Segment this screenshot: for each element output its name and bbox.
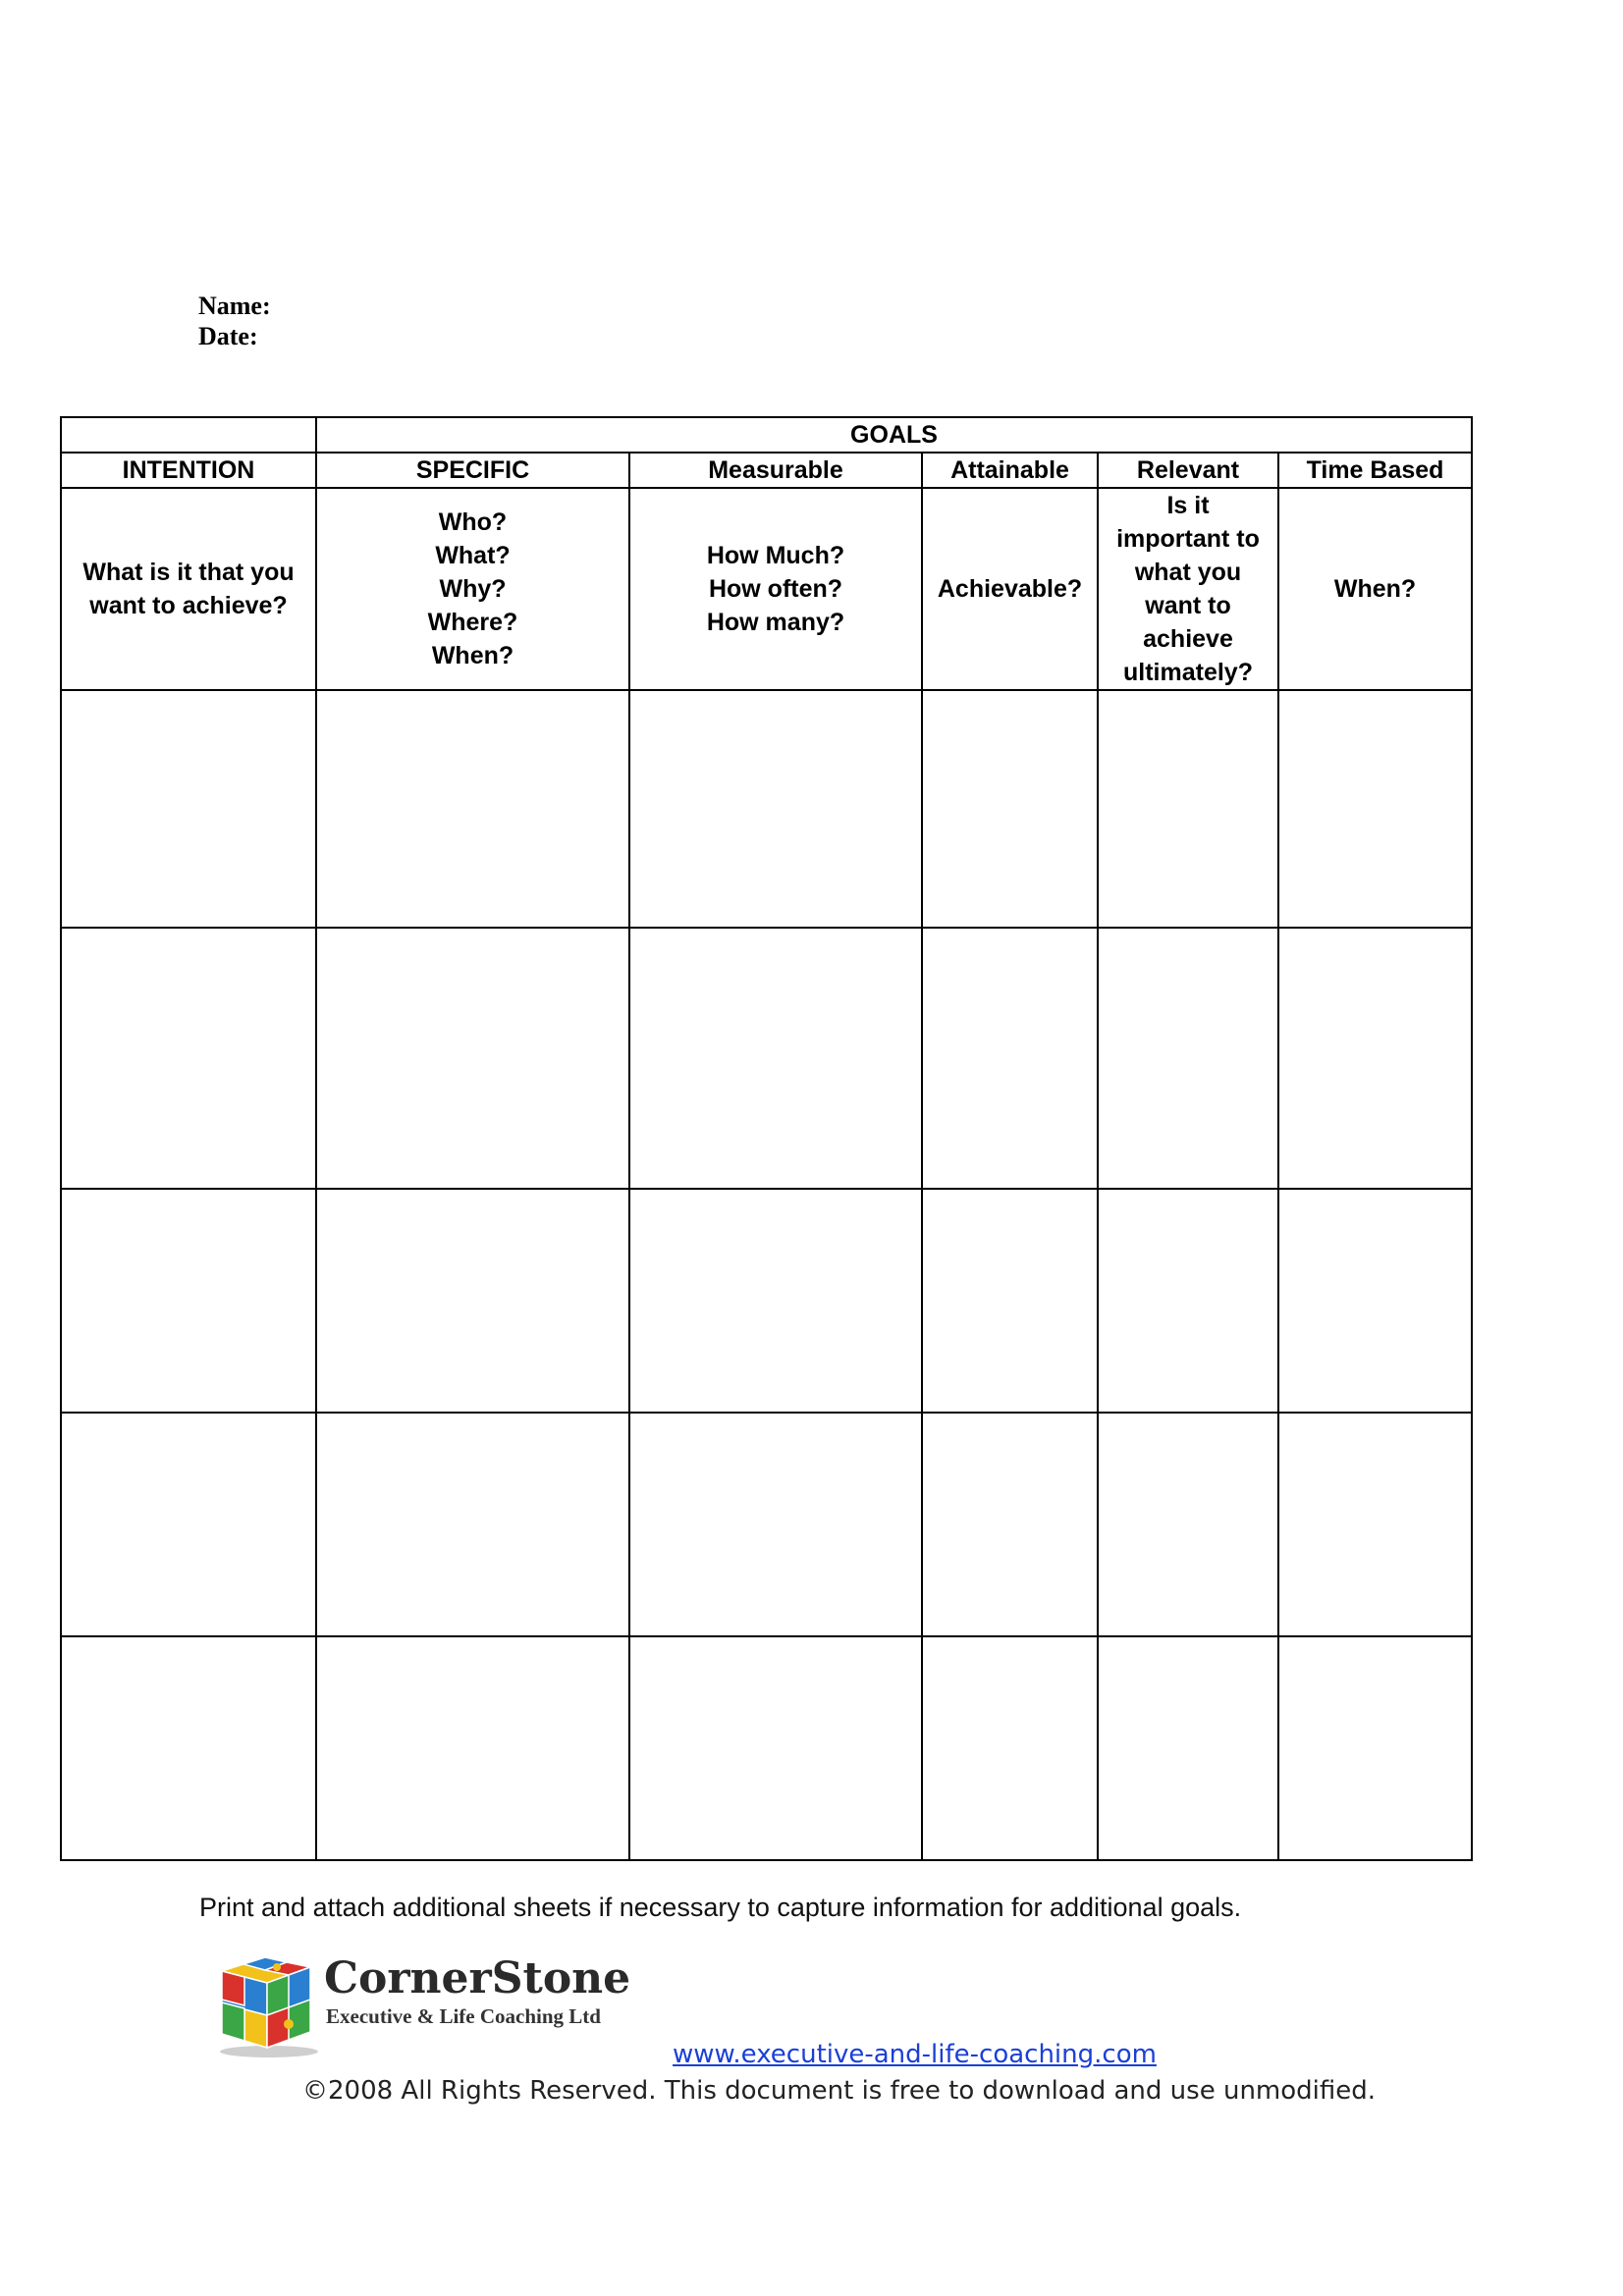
brand-tagline: Executive & Life Coaching Ltd <box>326 2004 601 2028</box>
prompt-line: How Much? <box>706 542 845 569</box>
puzzle-cube-icon <box>208 1953 324 2059</box>
goal-entry-row <box>61 1413 1472 1636</box>
blank-header-cell <box>61 417 316 453</box>
column-header-relevant: Relevant <box>1098 453 1278 488</box>
goal-entry-row <box>61 1189 1472 1413</box>
prompt-line: important to <box>1116 525 1260 553</box>
prompt-attainable: Achievable? <box>922 488 1098 690</box>
prompt-specific <box>316 488 629 690</box>
entry-cell-relevant[interactable] <box>1098 1413 1278 1636</box>
entry-cell-time-based[interactable] <box>1278 1413 1472 1636</box>
entry-cell-intention[interactable] <box>61 1413 316 1636</box>
table-group-header-row <box>61 417 1472 453</box>
entry-cell-attainable[interactable] <box>922 1636 1098 1860</box>
entry-cell-measurable[interactable] <box>629 690 922 928</box>
entry-cell-specific[interactable] <box>316 1189 629 1413</box>
column-header-measurable: Measurable <box>629 453 922 488</box>
entry-cell-attainable[interactable] <box>922 690 1098 928</box>
entry-cell-intention[interactable] <box>61 690 316 928</box>
table-prompt-row <box>61 488 1472 690</box>
goals-group-header: GOALS <box>316 417 1472 453</box>
prompt-line: ultimately? <box>1123 659 1253 686</box>
additional-sheets-note: Print and attach additional sheets if necessary to capture information for additional goals. <box>199 1893 1242 1922</box>
entry-cell-measurable[interactable] <box>629 1413 922 1636</box>
column-header-specific: SPECIFIC <box>316 453 629 488</box>
form-meta <box>198 291 271 351</box>
goal-entry-row <box>61 928 1472 1189</box>
prompt-line: When? <box>431 642 514 669</box>
entry-cell-time-based[interactable] <box>1278 1636 1472 1860</box>
entry-cell-specific[interactable] <box>316 928 629 1189</box>
entry-cell-time-based[interactable] <box>1278 1189 1472 1413</box>
cornerstone-logo <box>208 1953 640 2059</box>
prompt-line: Who? <box>438 508 508 536</box>
prompt-line: Where? <box>427 609 518 636</box>
brand-name: CornerStone <box>324 1953 631 2003</box>
table-column-header-row <box>61 453 1472 488</box>
entry-cell-specific[interactable] <box>316 1636 629 1860</box>
entry-cell-relevant[interactable] <box>1098 1636 1278 1860</box>
goal-entry-row <box>61 1636 1472 1860</box>
prompt-time-based: When? <box>1278 488 1472 690</box>
prompt-line: What? <box>435 542 511 569</box>
entry-cell-specific[interactable] <box>316 1413 629 1636</box>
entry-cell-intention[interactable] <box>61 928 316 1189</box>
entry-cell-relevant[interactable] <box>1098 690 1278 928</box>
prompt-line: Why? <box>439 575 507 603</box>
prompt-relevant <box>1098 488 1278 690</box>
column-header-intention: INTENTION <box>61 453 316 488</box>
entry-cell-measurable[interactable] <box>629 1636 922 1860</box>
name-label: Name: <box>198 292 271 320</box>
goal-entry-row <box>61 690 1472 928</box>
entry-cell-intention[interactable] <box>61 1189 316 1413</box>
entry-cell-relevant[interactable] <box>1098 928 1278 1189</box>
entry-cell-measurable[interactable] <box>629 928 922 1189</box>
prompt-line: How many? <box>706 609 845 636</box>
prompt-line: what you <box>1134 559 1242 586</box>
entry-cell-relevant[interactable] <box>1098 1189 1278 1413</box>
entry-cell-measurable[interactable] <box>629 1189 922 1413</box>
copyright-notice: ©2008 All Rights Reserved. This document is free to download and use unmodified. <box>302 2076 1377 2106</box>
prompt-line: How often? <box>708 575 843 603</box>
prompt-line: achieve <box>1143 625 1233 653</box>
website-link[interactable]: www.executive-and-life-coaching.com <box>673 2040 1157 2069</box>
entry-cell-attainable[interactable] <box>922 1413 1098 1636</box>
entry-cell-attainable[interactable] <box>922 928 1098 1189</box>
entry-cell-attainable[interactable] <box>922 1189 1098 1413</box>
prompt-line: want to <box>1145 592 1231 619</box>
date-label: Date: <box>198 322 258 350</box>
smart-goals-table <box>60 416 1473 1861</box>
prompt-intention: What is it that you want to achieve? <box>61 488 316 690</box>
column-header-attainable: Attainable <box>922 453 1098 488</box>
prompt-measurable <box>629 488 922 690</box>
prompt-line: Is it <box>1166 492 1210 519</box>
entry-cell-specific[interactable] <box>316 690 629 928</box>
entry-cell-time-based[interactable] <box>1278 690 1472 928</box>
column-header-time-based: Time Based <box>1278 453 1472 488</box>
entry-cell-time-based[interactable] <box>1278 928 1472 1189</box>
entry-cell-intention[interactable] <box>61 1636 316 1860</box>
